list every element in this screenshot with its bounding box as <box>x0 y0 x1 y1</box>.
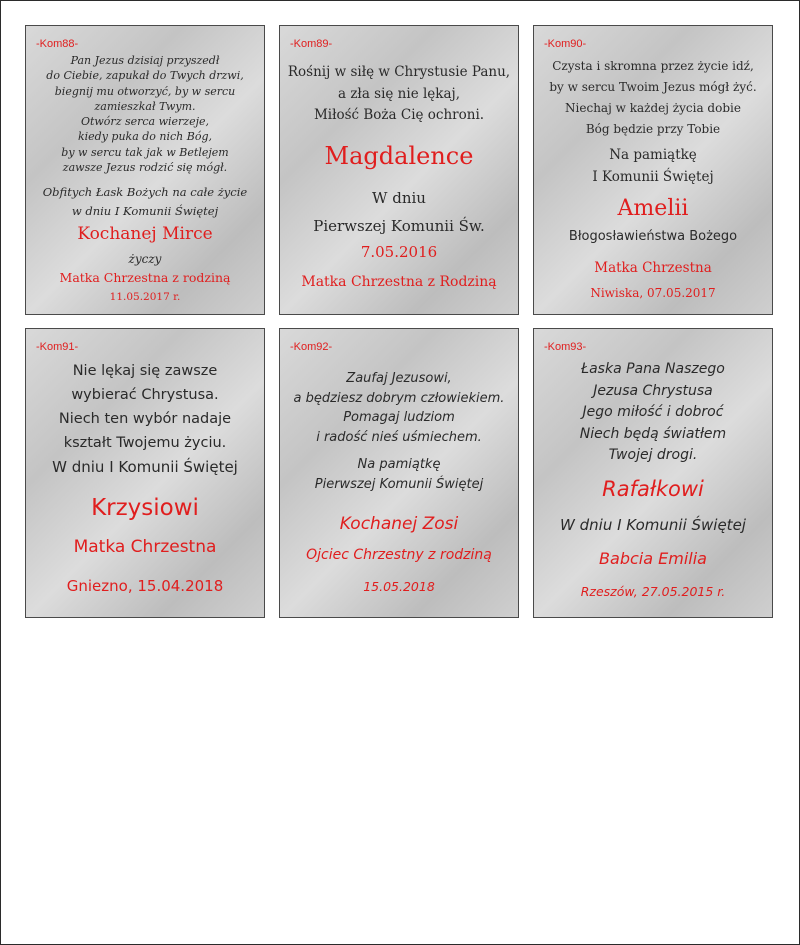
verse-line: do Ciebie, zapukał do Twych drzwi, <box>46 69 244 83</box>
date-text: 7.05.2016 <box>360 243 438 261</box>
plate-kom89 <box>279 25 519 315</box>
verse-line: kiedy puka do nich Bóg, <box>77 130 213 144</box>
verse <box>26 53 264 175</box>
plate-code: -Kom93- <box>544 341 587 353</box>
occasion <box>534 144 772 188</box>
occasion-line: Na pamiątkę <box>357 457 441 472</box>
plate-kom90 <box>533 25 773 315</box>
verse-line: a będziesz dobrym człowiekiem. <box>293 390 505 406</box>
occasion-text: W dniu I Komunii Świętej <box>52 458 238 476</box>
verse-line: by w sercu Twoim Jezus mógł żyć. <box>549 80 757 94</box>
occasion <box>280 455 518 495</box>
recipient-name: Krzysiowi <box>91 495 199 521</box>
plate-kom92 <box>279 328 519 618</box>
recipient-name: Kochanej Zosi <box>339 514 459 534</box>
from-text: Matka Chrzestna <box>594 260 712 276</box>
recipient-name: Kochanej Mirce <box>77 224 213 244</box>
verse <box>280 62 518 127</box>
verse-line: Pomagaj ludziom <box>343 410 455 425</box>
date-text: 11.05.2017 r. <box>109 291 181 303</box>
verse-line: i radość nieś uśmiechem. <box>316 429 482 445</box>
verse-line: Bóg będzie przy Tobie <box>585 122 721 136</box>
verse-line: Jego miłość i dobroć <box>582 404 724 420</box>
wish-line: w dniu I Komunii Świętej <box>71 204 219 218</box>
verse-line: Rośnij w siłę w Chrystusie Panu, <box>287 64 511 80</box>
occasion-line: Pierwszej Komunii Świętej <box>314 477 484 492</box>
plate-code: -Kom88- <box>36 38 79 50</box>
plate-kom93 <box>533 328 773 618</box>
recipient-name: Rafałkowi <box>602 477 704 501</box>
date-text: Rzeszów, 27.05.2015 r. <box>580 584 726 599</box>
plate-code: -Kom90- <box>544 38 587 50</box>
occasion-line: I Komunii Świętej <box>592 169 714 185</box>
blessing-text: Błogosławieństwa Bożego <box>568 229 738 244</box>
verse-line: Miłość Boża Cię ochroni. <box>313 107 485 123</box>
wish <box>26 183 264 221</box>
verse-line: zawsze Jezus rodzić się mógł. <box>62 161 228 175</box>
verse-line: by w sercu tak jak w Betlejem <box>61 145 229 159</box>
verse-line: Nie lękaj się zawsze <box>72 363 218 379</box>
plate-kom91 <box>25 328 265 618</box>
from-text: Matka Chrzestna <box>73 537 217 557</box>
verse-line: Łaska Pana Naszego <box>581 361 725 377</box>
verse-line: Zaufaj Jezusowi, <box>346 371 452 386</box>
verse-line: Otwórz serca wierzeje, <box>80 115 210 129</box>
verse-line: biegnij mu otworzyć, by w sercu <box>54 84 236 98</box>
occasion-text: W dniu I Komunii Świętej <box>560 516 746 534</box>
occasion-line: Na pamiątkę <box>609 147 697 163</box>
occasion-line: Pierwszej Komunii Św. <box>313 217 485 235</box>
verse <box>534 359 772 467</box>
verse-line: kształt Twojemu życiu. <box>63 435 227 451</box>
verse-line: Czysta i skromna przez życie idź, <box>552 59 754 73</box>
verse-line: Pan Jezus dzisiaj przyszedł <box>70 54 220 67</box>
date-text: Niwiska, 07.05.2017 <box>590 286 716 300</box>
from-text: Babcia Emilia <box>599 549 707 568</box>
extra-text: życzy <box>128 252 162 266</box>
wish-line: Obfitych Łask Bożych na całe życie <box>42 185 248 199</box>
plate-code: -Kom92- <box>290 341 333 353</box>
from-text: Matka Chrzestna z rodziną <box>59 270 231 285</box>
verse-line: Niech ten wybór nadaje <box>58 411 232 427</box>
from-text: Matka Chrzestna z Rodziną <box>301 274 497 290</box>
verse <box>534 56 772 140</box>
verse <box>26 359 264 455</box>
date-text: 15.05.2018 <box>363 579 435 594</box>
verse-line: wybierać Chrystusa. <box>71 387 219 403</box>
verse-line: Jezusa Chrystusa <box>593 382 713 399</box>
occasion-line: W dniu <box>372 189 426 207</box>
verse-line: Niech będą światłem <box>579 425 727 442</box>
verse-line: Twojej drogi. <box>608 447 698 463</box>
recipient-name: Amelii <box>617 196 689 221</box>
verse-line: Niechaj w każdej życia dobie <box>565 101 741 115</box>
from-text: Ojciec Chrzestny z rodziną <box>306 547 492 563</box>
date-text: Gniezno, 15.04.2018 <box>66 577 224 595</box>
verse-line: zamieszkał Twym. <box>94 99 196 113</box>
recipient-name: Magdalence <box>324 142 474 170</box>
plate-kom88 <box>25 25 265 315</box>
occasion <box>280 184 518 240</box>
plate-code: -Kom91- <box>36 341 79 353</box>
verse-line: a zła się nie lękaj, <box>337 85 460 102</box>
verse <box>280 369 518 447</box>
plate-code: -Kom89- <box>290 38 333 50</box>
